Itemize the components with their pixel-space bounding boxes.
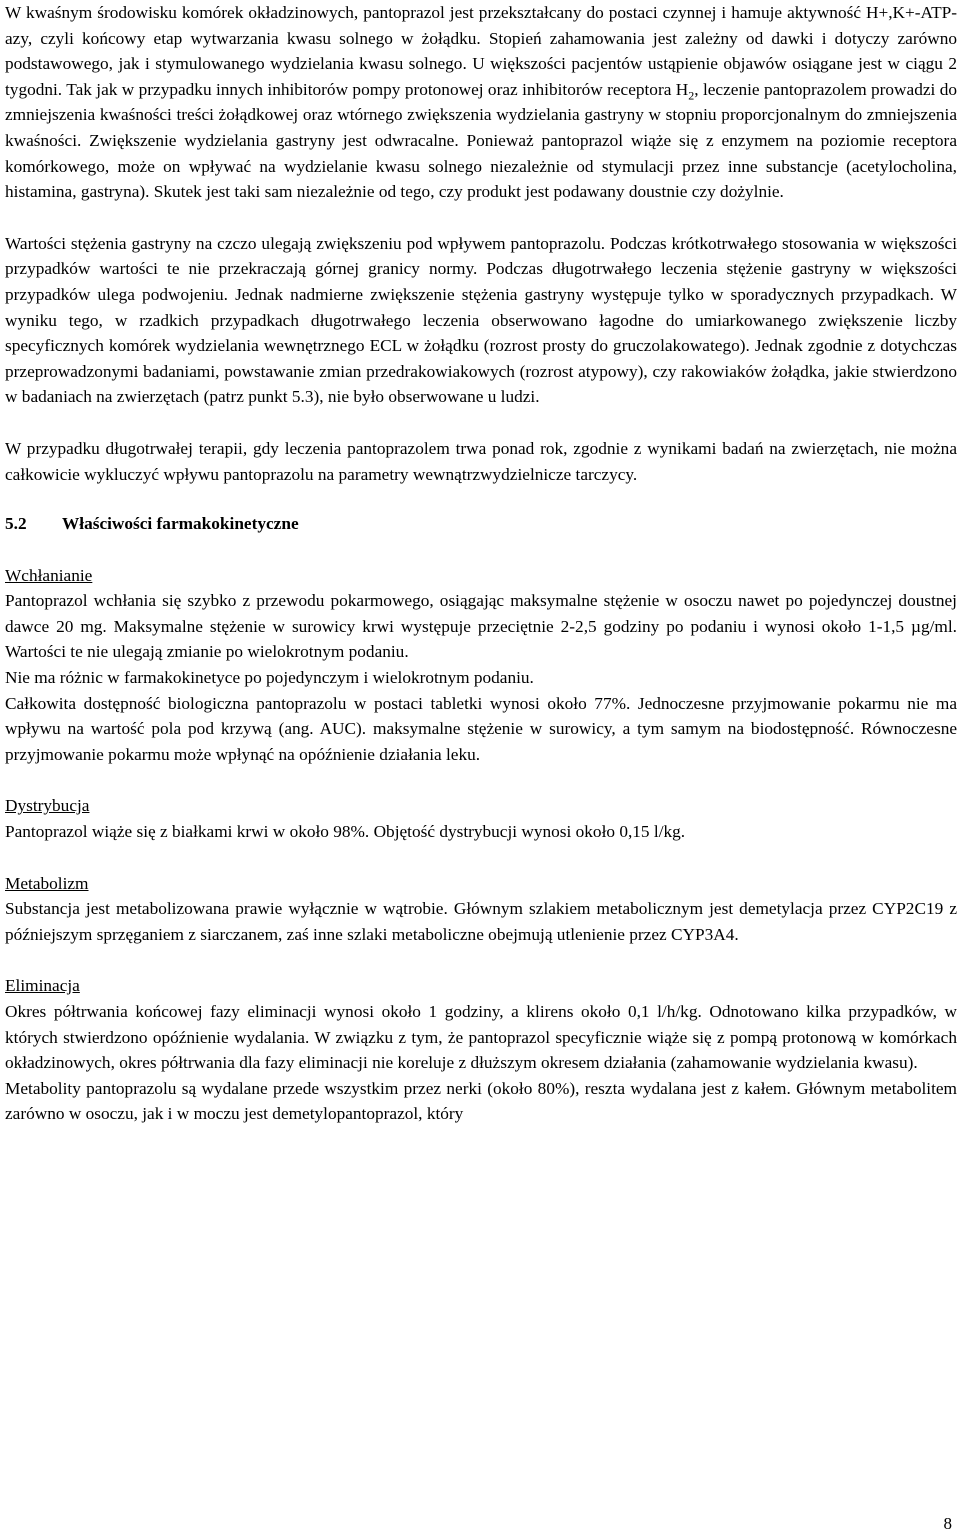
document-page xyxy=(5,0,957,1127)
elimination-paragraph-2: Metabolity pantoprazolu są wydalane przede wszystkim przez nerki (około 80%), reszta wydalana jest z kałem. Głównym metabolitem zarówno w osoczu, jak i w moczu jest demetylopantoprazol, który xyxy=(5,1078,957,1124)
absorption-paragraph-1: Pantoprazol wchłania się szybko z przewodu pokarmowego, osiągając maksymalne stężenie w osoczu nawet po pojedynczej doustnej dawce 20 mg. Maksymalne stężenie w surowicy krwi występuje przeciętnie 2-2,5 godziny po podaniu i wynosi około 1-1,5 µg/ml. Wartości te nie ulegają zmianie po wielokrotnym podaniu. xyxy=(5,591,957,662)
paragraph-mechanism-continued xyxy=(5,80,957,201)
absorption-paragraph-3: Całkowita dostępność biologiczna pantoprazolu w postaci tabletki wynosi około 77%. Jednoczesne przyjmowanie pokarmu nie ma wpływu na wartość pola pod krzywą (ang. AUC). maksymalne stężenie w surowicy, a tym samym na biodostępność. Równoczesne przyjmowanie pokarmu może wpłynąć na opóźnienie działania leku. xyxy=(5,693,957,764)
paragraph-gastrin: Wartości stężenia gastryny na czczo ulegają zwiększeniu pod wpływem pantoprazolu. Podczas krótkotrwałego stosowania w większości przypadków wartości te nie przekraczają górnej granicy normy. Podczas długotrwałego leczenia stężenie gastryny w większości przypadków ulega podwojeniu. Jednak nadmierne zwiększenie stężenia gastryny występuje tylko w sporadycznych przypadkach. W wyniku tego, w rzadkich przypadkach długotrwałego leczenia obserwowano łagodne do umiarkowanego zwiększenie liczby specyficznych komórek wydzielania wewnętrznego ECL w żołądku (rozrost prosty do gruczolakowatego). Jednak zgodnie z dotychczas przeprowadzonymi badaniami, powstawanie zmian przedrakowiakowych (rozrost atypowy), czy rakowiaków żołądka, jakie stwierdzono w badaniach na zwierzętach (patrz punkt 5.3), nie było obserwowane u ludzi. xyxy=(5,233,957,407)
paragraph-mechanism-text: W kwaśnym środowisku komórek okładzinowych, pantoprazol jest przekształcany do postaci czynnej i hamuje aktywność H+,K+-ATP-azy, czyli końcowy etap wytwarzania kwasu solnego w żołądku. Stopień zahamowania jest zależny od dawki i dotyczy zarówno podstawowego, jak i stymulowanego wydzielania kwasu solnego. U większości pacjentów ustąpienie objawów osiągane jest w ciągu 2 tygodni. xyxy=(5,3,957,99)
section-number: 5.2 xyxy=(5,514,27,534)
section-title: Właściwości farmakokinetyczne xyxy=(62,514,299,534)
distribution-paragraph: Pantoprazol wiąże się z białkami krwi w około 98%. Objętość dystrybucji wynosi około 0,15 l/kg. xyxy=(5,822,686,842)
subheading-metabolism: Metabolizm xyxy=(5,873,89,893)
elimination-paragraph-1: Okres półtrwania końcowej fazy eliminacji wynosi około 1 godziny, a klirens około 0,1 l/h/kg. Odnotowano kilka przypadków, w których stwierdzono opóźnienie wydalania. W związku z tym, że pantoprazol specyficznie wiąże się z pompą protonową w komórkach okładzinowych, okres półtrwania dla fazy eliminacji nie koreluje z dłuższym okresem działania (zahamowanie wydzielania kwasu). xyxy=(5,1002,957,1073)
subheading-absorption: Wchłanianie xyxy=(5,565,93,585)
page-number: 8 xyxy=(943,1514,952,1533)
paragraph-thyroid: W przypadku długotrwałej terapii, gdy leczenia pantoprazolem trwa ponad rok, zgodnie z wynikami badań na zwierzętach, nie można całkowicie wykluczyć wpływu pantoprazolu na parametry wewnątrzwydzielnicze tarczycy. xyxy=(5,438,957,484)
absorption-paragraph-2: Nie ma różnic w farmakokinetyce po pojedynczym i wielokrotnym podaniu. xyxy=(5,668,534,688)
subscript-2: 2 xyxy=(688,88,695,103)
text-fragment: , leczenie pantoprazolem prowadzi do zmniejszenia kwaśności treści żołądkowej oraz wtórnego zwiększenia wydzielania gastryny w stopniu proporcjonalnym do zmniejszenia kwaśności. Zwiększenie wydzielania gastryny jest odwracalne. Ponieważ pantoprazol wiąże się z enzymem na poziomie receptora komórkowego, może on wpływać na wydzielanie kwasu solnego niezależnie od stymulacji przez inne substancje (acetylocholina, histamina, gastryna). Skutek jest taki sam niezależnie od tego, czy produkt jest podawany doustnie czy dożylnie. xyxy=(5,79,957,202)
subheading-elimination: Eliminacja xyxy=(5,976,80,996)
paragraph-mechanism xyxy=(5,0,957,205)
subheading-distribution: Dystrybucja xyxy=(5,796,90,816)
text-fragment: Tak jak w przypadku innych inhibitorów pompy protonowej oraz inhibitorów receptora H xyxy=(62,79,689,99)
section-heading xyxy=(5,511,957,537)
metabolism-paragraph: Substancja jest metabolizowana prawie wyłącznie w wątrobie. Głównym szlakiem metabolicznym jest demetylacja przez CYP2C19 z późniejszym sprzęganiem z siarczanem, zaś inne szlaki metaboliczne obejmują utlenienie przez CYP3A4. xyxy=(5,899,957,944)
